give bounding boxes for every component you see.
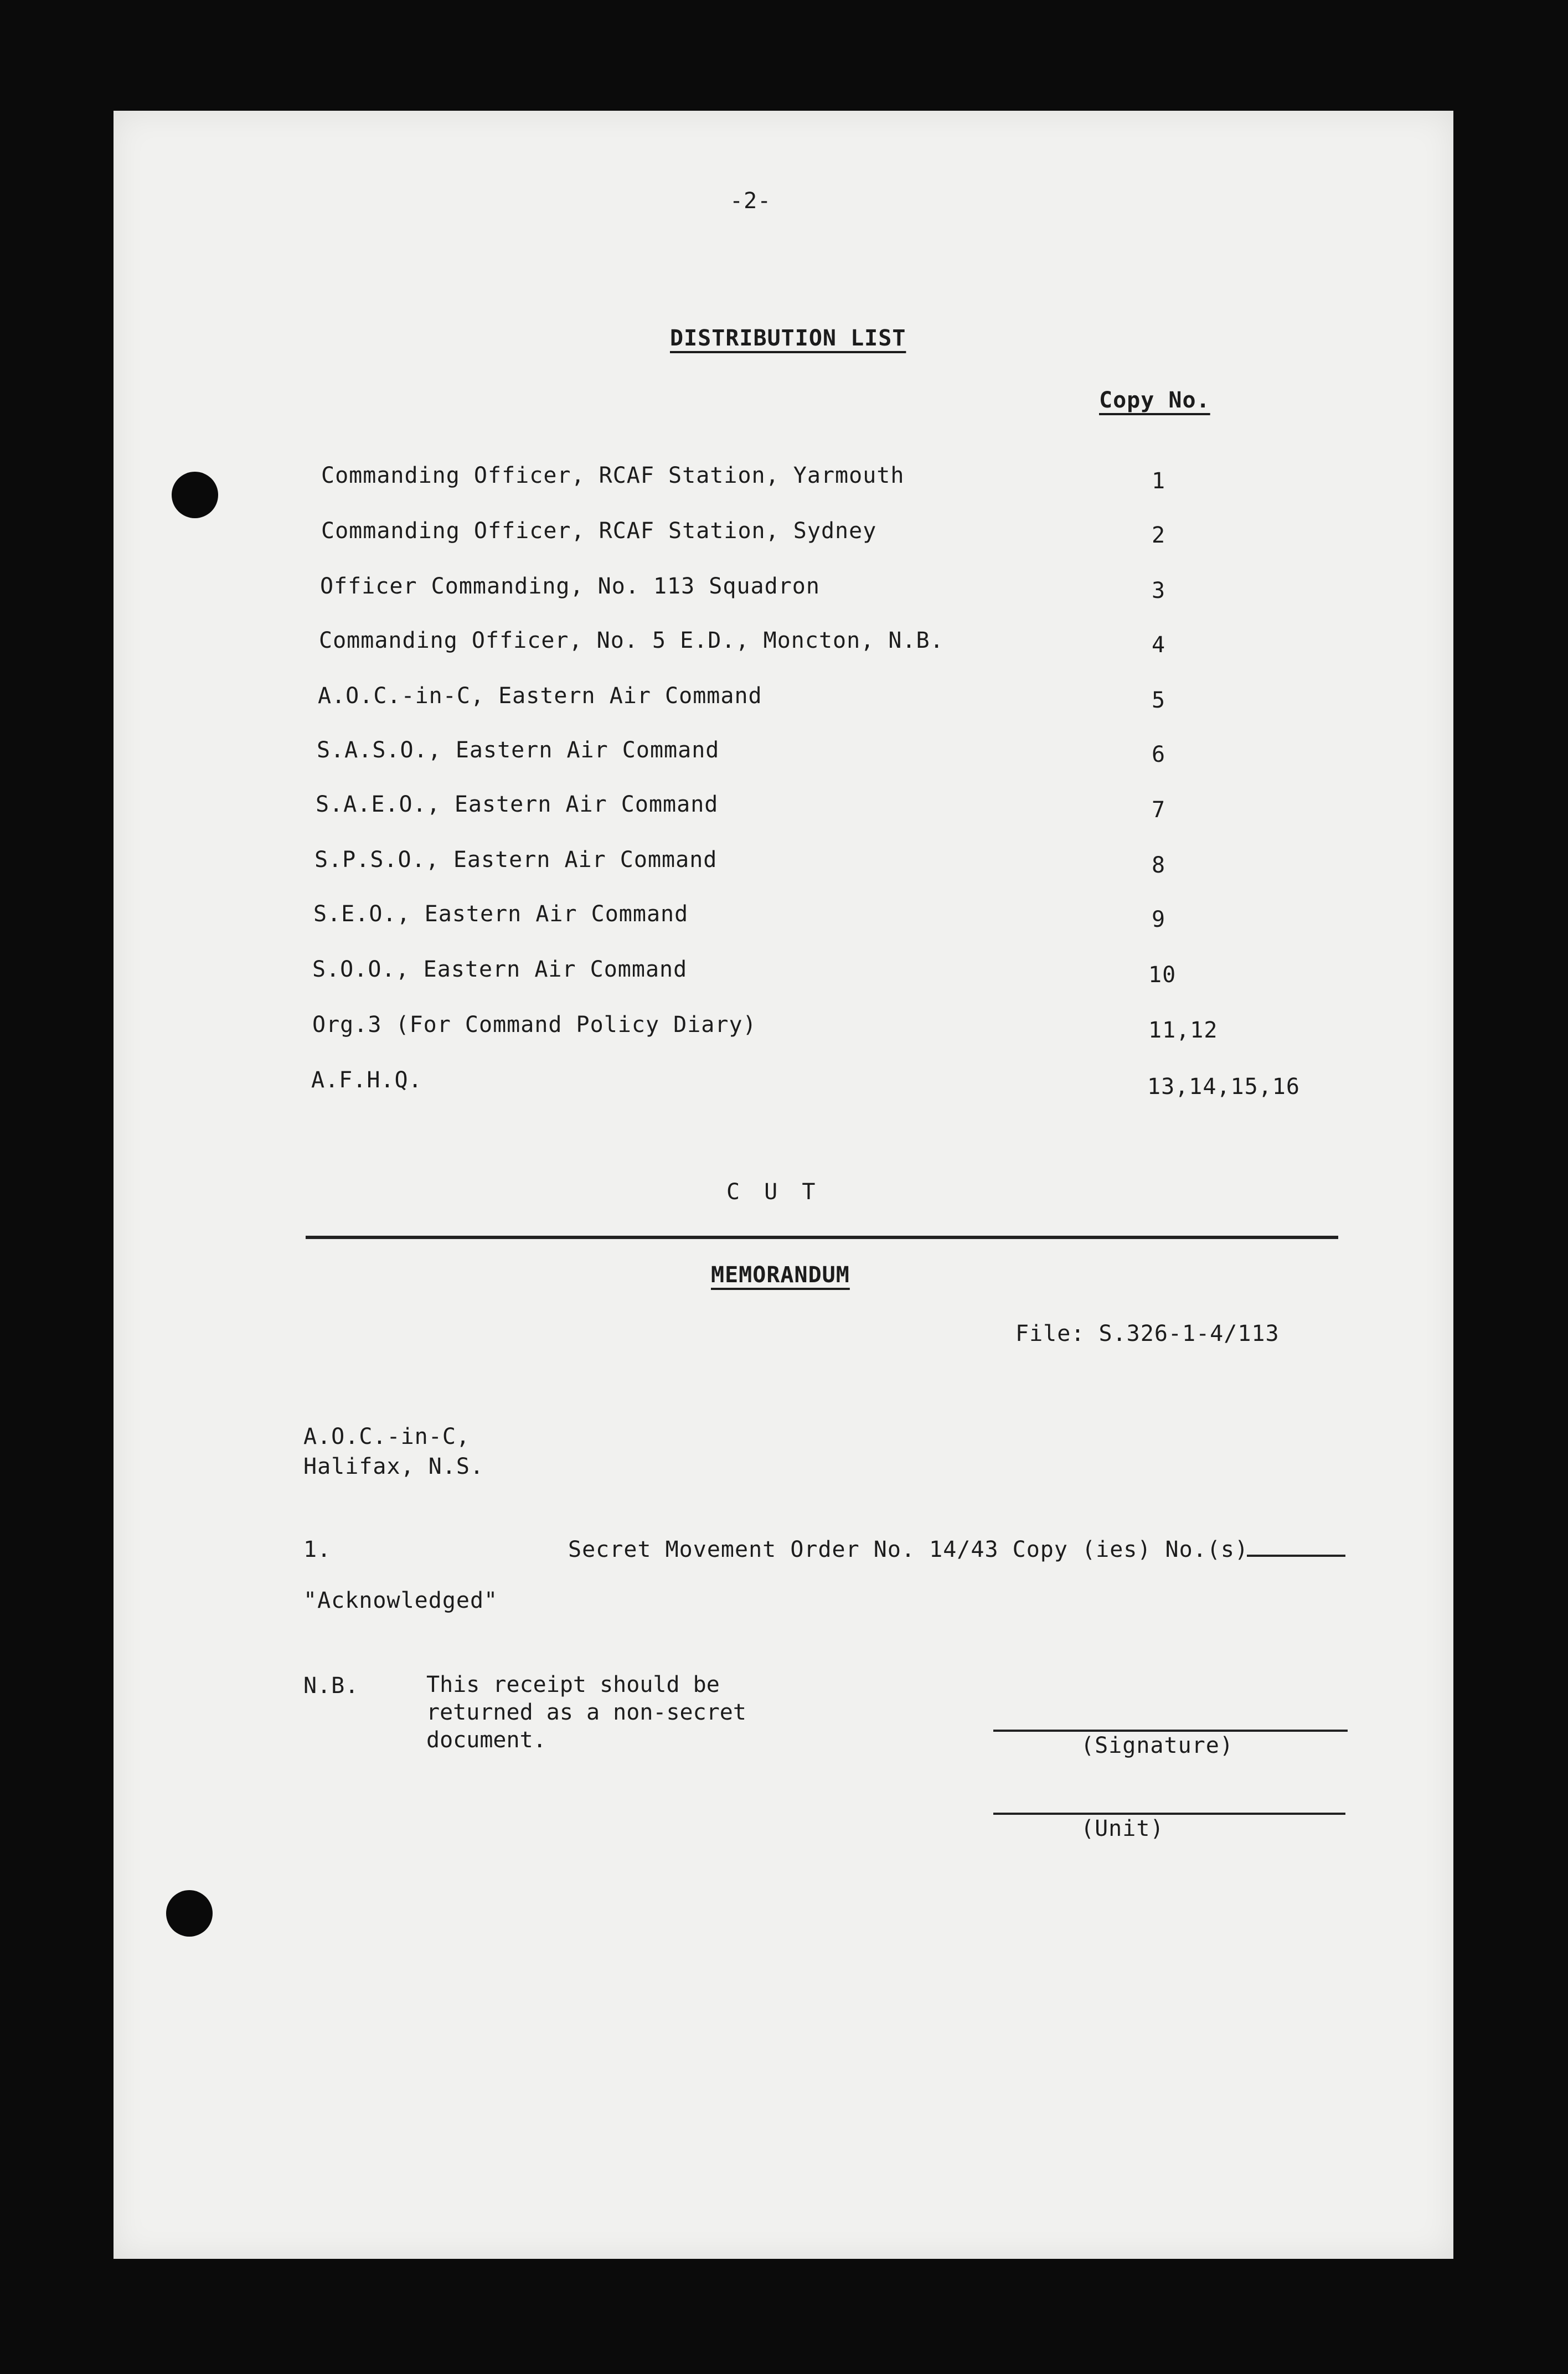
- unit-line: [993, 1813, 1345, 1815]
- copy-number: 11,12: [1148, 1018, 1218, 1043]
- copy-number: 8: [1152, 853, 1166, 878]
- punch-hole-bottom: [166, 1890, 213, 1937]
- copy-number: 2: [1152, 523, 1166, 548]
- copy-no-header: Copy No.: [1099, 388, 1210, 413]
- punch-hole-top: [172, 472, 218, 518]
- copy-number-blank: [1247, 1555, 1345, 1557]
- page-number: -2-: [730, 188, 772, 214]
- nb-label: N.B.: [303, 1673, 359, 1699]
- recipient-label: Commanding Officer, RCAF Station, Sydney: [321, 518, 877, 544]
- copy-number: 4: [1152, 632, 1166, 658]
- signature-label: (Signature): [1081, 1733, 1234, 1758]
- copy-number: 3: [1152, 578, 1166, 603]
- memorandum-title: MEMORANDUM: [711, 1262, 850, 1288]
- distribution-title: DISTRIBUTION LIST: [670, 326, 906, 351]
- recipient-label: A.F.H.Q.: [311, 1067, 422, 1093]
- nb-note: This receipt should be returned as a non-secret document.: [426, 1672, 746, 1753]
- acknowledged-label: "Acknowledged": [303, 1588, 498, 1613]
- addressee-line: A.O.C.-in-C,: [303, 1424, 470, 1449]
- recipient-label: Commanding Officer, No. 5 E.D., Moncton, N.B.: [319, 628, 944, 653]
- recipient-label: Commanding Officer, RCAF Station, Yarmouth: [321, 463, 905, 488]
- recipient-label: S.A.E.O., Eastern Air Command: [316, 792, 719, 817]
- item-text: Secret Movement Order No. 14/43 Copy (ies) No.(s): [568, 1537, 1249, 1562]
- addressee-line: Halifax, N.S.: [303, 1454, 484, 1479]
- copy-number: 7: [1152, 797, 1166, 823]
- recipient-label: S.P.S.O., Eastern Air Command: [314, 847, 718, 873]
- cut-line: [306, 1236, 1338, 1239]
- file-reference: File: S.326-1-4/113: [1015, 1321, 1280, 1346]
- copy-number: 1: [1152, 468, 1166, 494]
- copy-number: 13,14,15,16: [1147, 1074, 1300, 1100]
- recipient-label: A.O.C.-in-C, Eastern Air Command: [318, 683, 762, 709]
- copy-number: 9: [1152, 907, 1166, 932]
- copy-number: 6: [1152, 742, 1166, 767]
- unit-label: (Unit): [1081, 1816, 1164, 1841]
- signature-line: [993, 1730, 1348, 1732]
- item-number: 1.: [303, 1537, 332, 1562]
- recipient-label: S.A.S.O., Eastern Air Command: [317, 737, 720, 763]
- recipient-label: S.O.O., Eastern Air Command: [312, 957, 688, 982]
- cut-label: C U T: [726, 1179, 821, 1205]
- recipient-label: Officer Commanding, No. 113 Squadron: [320, 574, 820, 599]
- copy-number: 5: [1152, 688, 1166, 713]
- recipient-label: Org.3 (For Command Policy Diary): [312, 1012, 757, 1038]
- recipient-label: S.E.O., Eastern Air Command: [313, 901, 689, 927]
- copy-number: 10: [1148, 962, 1177, 988]
